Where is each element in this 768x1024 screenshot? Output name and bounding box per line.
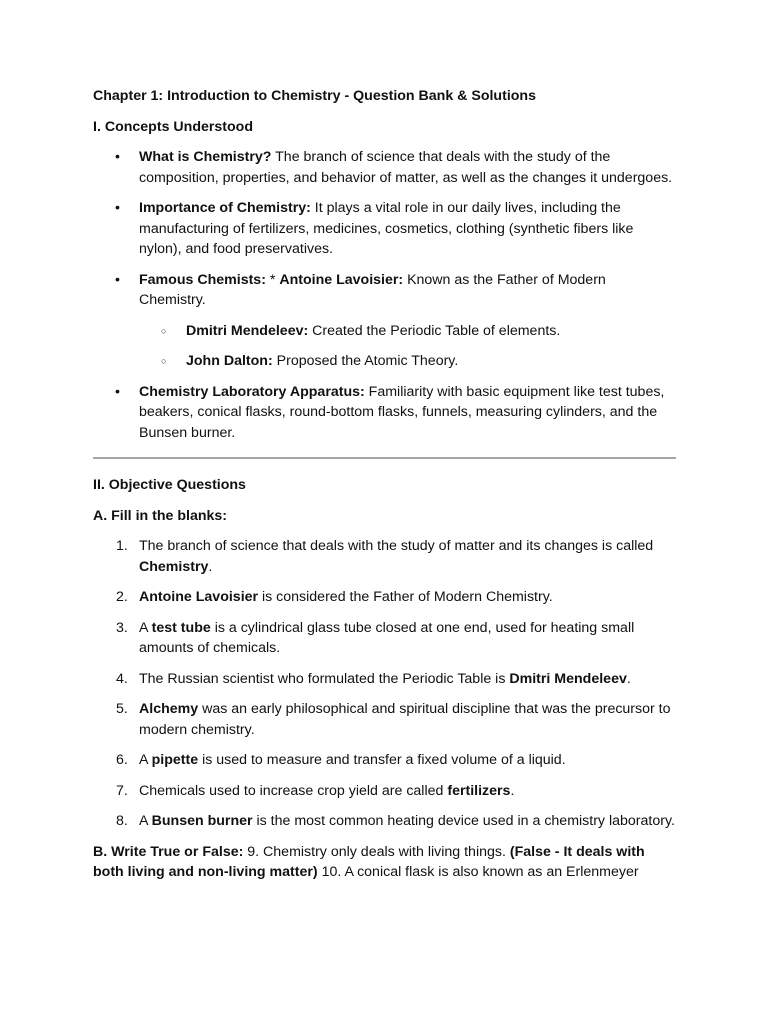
term: What is Chemistry? — [139, 149, 272, 165]
question-text: . — [208, 558, 213, 575]
question-text: The Russian scientist who formulated the Periodic Table is — [139, 670, 510, 687]
list-item — [93, 198, 676, 260]
true-false-section — [93, 842, 676, 883]
question-text: A — [139, 813, 152, 829]
definition: Familiarity with basic equipment like test tubes, beakers, conical flasks, round-bottom flasks, funnels, measuring cylinders, and the Bunsen burner. — [139, 383, 665, 441]
chemists-sublist — [139, 321, 676, 372]
question-text: . — [510, 782, 515, 799]
question-text: The branch of science that deals with the study of matter and its changes is called — [139, 538, 654, 554]
section-heading-objective: II. Objective Questions — [93, 477, 246, 493]
question-text: . — [626, 670, 631, 687]
question-text: was an early philosophical and spiritual discipline that was the precursor to modern chemistry. — [139, 701, 671, 738]
question-text: Chemicals used to increase crop yield are called — [139, 782, 448, 799]
list-item — [139, 321, 676, 342]
list-item — [93, 587, 676, 608]
chapter-title: Chapter 1: Introduction to Chemistry - Question Bank & Solutions — [93, 88, 536, 104]
question-text: is a cylindrical glass tube closed at one end, used for heating small amounts of chemicals. — [139, 619, 635, 656]
answer: (False - It deals with both living and non-living matter) — [93, 843, 645, 880]
answer: test tube — [151, 619, 211, 636]
list-item — [93, 536, 676, 577]
answer: Dmitri Mendeleev — [509, 670, 627, 687]
list-item — [93, 618, 676, 659]
term: Famous Chemists: — [139, 271, 266, 288]
list-item — [93, 811, 676, 832]
fill-blanks-list — [93, 536, 676, 832]
definition: The branch of science that deals with the study of the composition, properties, and behavior of matter, as well as the changes it undergoes. — [139, 149, 673, 186]
definition: Known as the Father of Modern Chemistry. — [139, 271, 606, 308]
separator: * — [265, 271, 280, 288]
item-number: 5. — [116, 701, 128, 717]
list-item — [93, 382, 676, 444]
subheading-fill-blanks: A. Fill in the blanks: — [93, 507, 228, 524]
horizontal-divider — [93, 457, 676, 459]
term: Dmitri Mendeleev: — [186, 322, 309, 339]
list-item — [93, 270, 676, 372]
list-item — [139, 351, 676, 372]
question-text: is used to measure and transfer a fixed volume of a liquid. — [198, 752, 566, 768]
list-item — [93, 750, 676, 771]
list-item — [93, 781, 676, 802]
subheading-true-false: B. Write True or False: — [93, 843, 244, 860]
answer: Antoine Lavoisier — [139, 589, 259, 605]
item-number: 2. — [116, 589, 128, 605]
list-item — [93, 147, 676, 188]
item-number: 7. — [116, 782, 128, 799]
term: Chemistry Laboratory Apparatus: — [139, 383, 365, 400]
item-number: 4. — [116, 670, 128, 687]
question-text: is the most common heating device used in a chemistry laboratory. — [252, 813, 675, 829]
question-text: 9. Chemistry only deals with living things. — [243, 843, 510, 860]
term: John Dalton: — [186, 353, 273, 369]
section-heading-concepts: I. Concepts Understood — [93, 118, 254, 135]
definition: Proposed the Atomic Theory. — [272, 353, 459, 369]
question-text: is considered the Father of Modern Chemistry. — [258, 589, 553, 605]
answer: Bunsen burner — [151, 813, 253, 829]
question-text: 10. A conical flask is also known as an Erlenmeyer — [317, 864, 639, 880]
definition: It plays a vital role in our daily lives, including the manufacturing of fertilizers, medicines, cosmetics, clothing (synthetic fibers like nylon), and food preservatives. — [139, 200, 634, 257]
answer: fertilizers — [447, 782, 511, 799]
item-number: 8. — [116, 813, 128, 829]
list-item — [93, 699, 676, 740]
concepts-list — [93, 147, 676, 443]
item-number: 1. — [116, 538, 128, 554]
term: Antoine Lavoisier: — [279, 271, 404, 288]
item-number: 6. — [116, 752, 128, 768]
list-item — [93, 669, 676, 690]
answer: Chemistry — [139, 558, 209, 575]
answer: pipette — [151, 752, 199, 768]
definition: Created the Periodic Table of elements. — [308, 322, 561, 339]
question-text: A — [139, 752, 152, 768]
question-text: A — [139, 619, 152, 636]
item-number: 3. — [116, 619, 128, 636]
term: Importance of Chemistry: — [139, 200, 311, 216]
answer: Alchemy — [139, 701, 199, 717]
